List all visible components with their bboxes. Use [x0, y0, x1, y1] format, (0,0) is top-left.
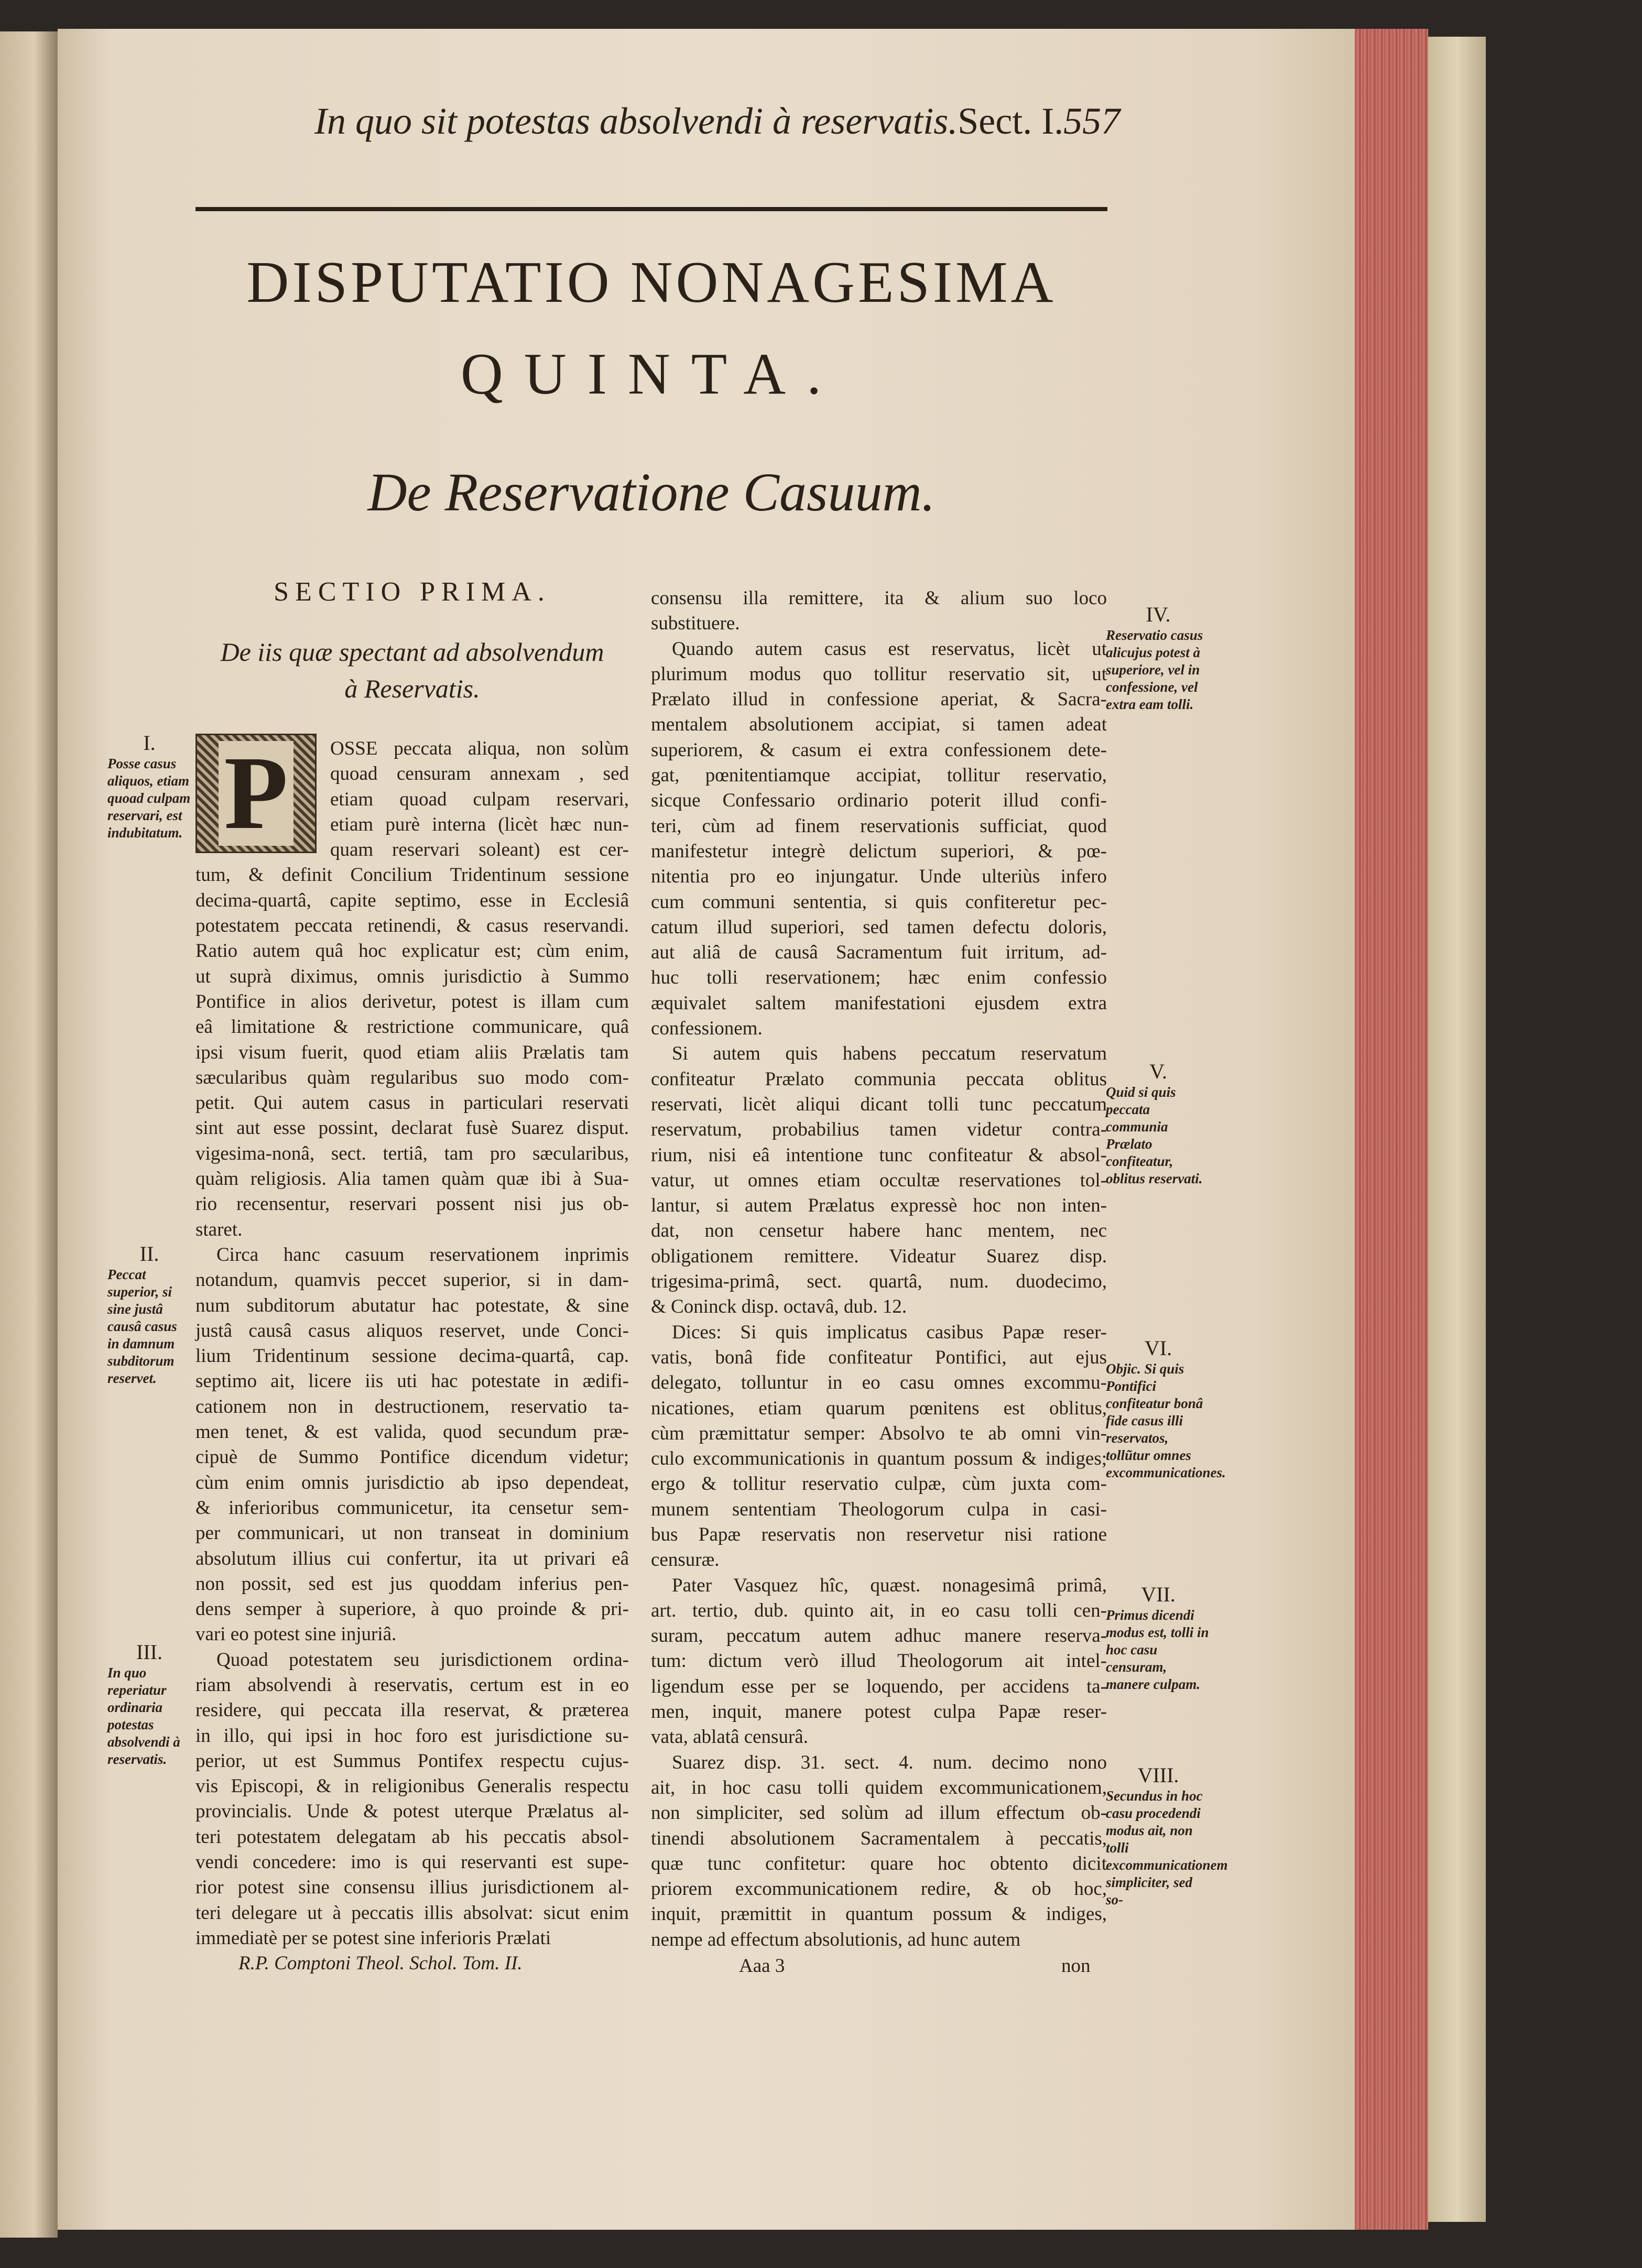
text-line: priorem excommunicationem redire, & ob hoc,	[651, 1878, 1107, 1900]
text-line: men tenet, & est valida, quod secundum præ-	[195, 1421, 629, 1443]
section-subheading: De iis quæ spectant ad absolvendum	[220, 637, 604, 667]
text-line: & Coninck disp. octavâ, dub. 12.	[651, 1296, 907, 1318]
text-line: ut suprà diximus, omnis jurisdictio à Summo	[195, 965, 629, 987]
disputation-subtitle: De Reservatione Casuum.	[367, 462, 936, 522]
text-line: reservati, licèt aliqui dicant tolli tunc peccatum	[651, 1093, 1107, 1115]
text-line: Ratio autem quâ hoc explicatur est; cùm enim,	[195, 940, 629, 962]
text-line: cationem non in destructionem, reservatio ta-	[195, 1395, 629, 1418]
text-line: rio recensentur, reservari possent nisi jus ob-	[195, 1193, 629, 1215]
text-line: potestatem peccata retinendi, & casus reservandi.	[195, 915, 629, 937]
text-line: vatur, ut omnes etiam occultæ reservationes tol-	[651, 1169, 1107, 1191]
disputation-title-2: QUINTA.	[460, 342, 843, 407]
signature-mark: Aaa 3	[739, 1955, 785, 1977]
text-line: septimo ait, licere iis uti hac potestate in ædifi-	[195, 1370, 629, 1392]
text-line: manifestetur integrè delictum superiori, & pœ-	[651, 840, 1107, 862]
text-line: staret.	[195, 1218, 243, 1240]
text-line: culo excommunicationis in quantum possum & indiges;	[651, 1448, 1107, 1470]
facing-page-edge	[0, 31, 58, 2238]
text-line: confiteatur Prælato communia peccata oblitus	[651, 1068, 1107, 1090]
catchword: non	[1061, 1955, 1091, 1977]
text-line: eâ limitatione & restrictione communicare, quâ	[195, 1016, 629, 1038]
text-line: cùm præmittatur semper: Absolvo te ab omni vin-	[651, 1422, 1107, 1444]
margin-note-7	[1106, 1583, 1211, 1693]
note-number: V.	[1149, 1060, 1167, 1083]
text-line: Dices: Si quis implicatus casibus Papæ reser-	[672, 1321, 1107, 1343]
text-line: plurimum modus quo tollitur reservatio sit, ut	[651, 663, 1107, 685]
note-number: VIII.	[1137, 1763, 1179, 1787]
text-line: munem sententiam Theologorum culpa in casi-	[651, 1498, 1107, 1520]
binding-board	[1428, 37, 1486, 2222]
text-line: vari eo potest sine injuriâ.	[195, 1623, 397, 1645]
text-line: censuræ.	[651, 1549, 720, 1571]
text-line: vigesima-nonâ, sect. tertiâ, tam pro sæcularibus,	[195, 1142, 629, 1164]
text-line: vendi concedere: imo is qui reservanti est supe-	[195, 1851, 629, 1873]
header-rule	[195, 207, 1107, 211]
text-line: Prælato illud in confessione aperiat, & Sacra-	[651, 689, 1107, 711]
text-line: absolutum illius cui confertur, ita ut privari eâ	[195, 1547, 629, 1569]
text-line: Suarez disp. 31. sect. 4. num. decimo nono	[672, 1751, 1107, 1773]
note-number: VI.	[1144, 1336, 1172, 1360]
text-line: cum communi sententia, si quis confiteretur pec-	[651, 891, 1107, 913]
text-line: nicationes, etiam quarum pœnitens est oblitus,	[651, 1397, 1107, 1419]
text-line: & inferioribus communicetur, ita censetur sem-	[195, 1497, 629, 1519]
text-line: petit. Qui autem casus in particulari reservati	[195, 1092, 629, 1114]
text-line: gat, pœnitentiamque accipiat, tollitur reservatio,	[651, 765, 1107, 787]
text-line: lium Tridentinum sessione decima-quartâ, cap.	[195, 1345, 629, 1367]
text-line: Pater Vasquez hîc, quæst. nonagesimâ primâ,	[672, 1574, 1107, 1596]
text-line: confessionem.	[651, 1018, 763, 1040]
note-text: Posse casus aliquos, etiam quoad culpam reservari, est indubitatum.	[107, 756, 191, 841]
text-line: sæcularibus quàm regularibus suo modo com-	[195, 1066, 629, 1088]
text-line: consensu illa remittere, ita & alium suo loco	[651, 587, 1107, 609]
note-number: III.	[136, 1640, 162, 1664]
text-line: dens semper à superiore, à quo proinde & pri-	[195, 1598, 629, 1620]
text-line: art. tertio, dub. quinto ait, in eo casu tolli cen-	[651, 1599, 1107, 1621]
section-label: Sect. I.	[958, 100, 1064, 142]
text-line: suram, peccatum autem adhuc manere reserva-	[651, 1625, 1107, 1647]
text-line: ait, in hoc casu tolli quidem excommunicationem,	[651, 1776, 1107, 1798]
text-line: huc tolli reservationem; hæc enim confessio	[651, 967, 1107, 989]
text-line: quæ tunc confitetur: quare hoc obtento dicit	[651, 1852, 1107, 1874]
text-line: men, inquit, manere potest culpa Papæ reser-	[651, 1701, 1107, 1723]
text-line: nempe ad effectum absolutionis, ad hunc autem	[651, 1928, 1021, 1950]
text-line: non simpliciter, sed solùm ad illum effectum ob-	[651, 1802, 1107, 1824]
text-line: quoad censuram annexam , sed	[330, 763, 629, 785]
text-line: notandum, quamvis peccet superior, si in dam-	[195, 1269, 629, 1291]
text-line: rior potest sine consensu illius jurisdictionem al-	[195, 1877, 629, 1899]
note-text: Objic. Si quis Pontifici confiteatur bonâ fide casus illi reservatos, tollũtur omnes excommunicationes.	[1106, 1361, 1226, 1480]
text-line: æquivalet saltem manifestationi ejusdem extra	[651, 992, 1107, 1014]
text-line: ipsi visum fuerit, quod etiam aliis Prælatis tam	[195, 1041, 629, 1063]
running-header	[314, 100, 1121, 143]
text-line: in illo, qui ipsi in hoc foro est jurisdictione su-	[195, 1725, 629, 1747]
text-line: quàm religiosis. Alia tamen quàm quæ ibi à Sua-	[195, 1168, 629, 1190]
text-line: obligationem remittere. Videatur Suarez disp.	[651, 1245, 1107, 1267]
page-number: 557	[1063, 100, 1121, 142]
note-text: Secundus in hoc casu procedendi modus ait, non tolli excommunicationem simpliciter, sed so-	[1106, 1788, 1228, 1907]
text-line: lantur, si autem Prælatus expressè hoc non inten-	[651, 1195, 1107, 1217]
note-text: Primus dicendi modus est, tolli in hoc casu censuram, manere culpam.	[1106, 1607, 1209, 1692]
text-line: delegato, tolluntur in eo casu omnes excommu-	[651, 1372, 1107, 1394]
margin-note-3	[107, 1640, 191, 1768]
text-line: quam reservari soleant) est cer-	[330, 839, 629, 861]
text-line: sint aut esse possint, declarat fusè Suarez disput.	[195, 1117, 629, 1139]
text-line: substituere.	[651, 613, 740, 635]
text-line: cùm enim omnis jurisdictio ab ipso dependeat,	[195, 1471, 629, 1493]
note-text: Peccat superior, si sine justâ causâ casus in damnum subditorum reservet.	[107, 1267, 177, 1386]
disputation-title: DISPUTATIO NONAGESIMA	[246, 250, 1057, 315]
text-line: Quoad potestatem seu jurisdictionem ordina-	[216, 1649, 629, 1671]
text-line: num subditorum abutatur hac potestate, & sine	[195, 1294, 629, 1316]
text-line: reservatum, probabilius tamen videtur contra-	[651, 1119, 1107, 1141]
text-line: tum: dictum verò illud Theologorum ait intel-	[651, 1650, 1107, 1672]
text-line: teri potestatem delegatam ab his peccatis absol-	[195, 1826, 629, 1848]
text-line: teri, cùm ad finem reservationis sufficiat, quod	[651, 815, 1107, 837]
text-line: superiorem, & casum ei extra confessionem dete-	[651, 739, 1107, 761]
red-page-edges	[1355, 29, 1428, 2230]
text-line: provincialis. Unde & potest uterque Prælatus al-	[195, 1801, 629, 1823]
margin-note-6	[1106, 1336, 1226, 1481]
text-line: perior, ut est Summus Pontifex respectu cujus-	[195, 1750, 629, 1772]
text-line: rium, nisi eâ intentione tunc confiteatur & absol-	[651, 1144, 1107, 1166]
note-number: VII.	[1141, 1583, 1176, 1606]
text-line: sicque Confessario ordinario poterit illud confi-	[651, 790, 1107, 812]
text-line: per communicari, ut non transeat in dominium	[195, 1522, 629, 1544]
text-line: Circa hanc casuum reservationem inprimis	[216, 1244, 629, 1266]
text-line: tum, & definit Concilium Tridentinum sessione	[195, 864, 629, 886]
note-number: II.	[139, 1242, 159, 1266]
section-subheading-2: à Reservatis.	[344, 674, 480, 703]
text-line: mentalem absolutionem accipiat, si tamen adeat	[651, 714, 1107, 736]
text-line: tinendi absolutionem Sacramentalem à peccatis,	[651, 1827, 1107, 1849]
text-line: trigesima-primâ, sect. quartâ, num. duodecimo,	[651, 1271, 1107, 1293]
text-line: Si autem quis habens peccatum reservatum	[672, 1043, 1107, 1065]
text-line: vatis, bonâ fide confiteatur Pontifici, aut ejus	[651, 1346, 1107, 1368]
drop-cap-letter: P	[219, 741, 293, 846]
text-line: Quando autem casus est reservatus, licèt ut	[672, 638, 1107, 660]
text-line: riam absolvendi à reservatis, certum est in eo	[195, 1674, 629, 1696]
book-title-footer: R.P. Comptoni Theol. Schol. Tom. II.	[238, 1953, 523, 1974]
text-line: dat, non censetur habere hanc mentem, nec	[651, 1220, 1107, 1242]
left-text-column	[195, 736, 629, 1951]
text-line: residere, qui peccata illa reservat, & præterea	[195, 1699, 629, 1721]
text-line: immediatè per se potest sine inferioris Prælati	[195, 1927, 551, 1949]
note-text: In quo reperiatur ordinaria potestas absolvendi à reservatis.	[107, 1665, 180, 1767]
note-number: I.	[143, 731, 156, 755]
text-line: nitentia pro eo injungatur. Unde ulteriùs infero	[651, 866, 1107, 888]
note-number: IV.	[1146, 603, 1171, 626]
margin-note-8	[1106, 1763, 1228, 1909]
section-heading: SECTIO PRIMA.	[274, 577, 551, 607]
note-text: Quid si quis peccata communia Prælato confiteatur, oblitus reservati.	[1106, 1084, 1203, 1186]
margin-note-4	[1106, 603, 1211, 713]
margin-note-1	[107, 731, 191, 842]
note-text: Reservatio casus alicujus potest à superiore, vel in confessione, vel extra eam tolli.	[1106, 627, 1203, 712]
text-line: teri delegare ut à peccatis illis absolvat: sicut enim	[195, 1902, 629, 1924]
running-title: In quo sit potestas absolvendi à reservatis.	[314, 100, 958, 142]
text-line: vis Episcopi, & in religionibus Generalis respectu	[195, 1775, 629, 1797]
text-line: vata, ablatâ censurâ.	[651, 1726, 808, 1748]
text-line: bus Papæ reservatis non reservetur nisi ratione	[651, 1523, 1107, 1545]
text-line: etiam quoad culpam reservari,	[330, 788, 629, 810]
text-line: inquit, præmittit in quantum possum & indiges,	[651, 1903, 1107, 1925]
margin-note-2	[107, 1242, 191, 1387]
text-line: etiam purè interna (licèt hæc nun-	[330, 813, 629, 835]
text-line: catum illud superiori, sed tamen defectu doloris,	[651, 916, 1107, 938]
text-line: ligendum esse per se loquendo, per accidens ta-	[651, 1675, 1107, 1697]
text-line: decima-quartâ, capite septimo, esse in Ecclesiâ	[195, 889, 629, 911]
text-line: Pontifice in alios derivetur, potest is illam cum	[195, 990, 629, 1012]
text-line: cipuè de Summo Pontifice dicendum videtur;	[195, 1446, 629, 1468]
right-text-column	[651, 586, 1107, 1953]
text-line: OSSE peccata aliqua, non solùm	[330, 738, 629, 759]
text-line: justâ causâ casus aliquos reservet, unde Conci-	[195, 1320, 629, 1342]
text-line: non possit, sed est jus quoddam inferius pen-	[195, 1573, 629, 1595]
margin-note-5	[1106, 1060, 1211, 1187]
text-line: aut aliâ de causâ Sacramentum fuit irritum, ad-	[651, 942, 1107, 964]
text-line: ergo & tollitur reservatio culpæ, cùm juxta com-	[651, 1473, 1107, 1495]
